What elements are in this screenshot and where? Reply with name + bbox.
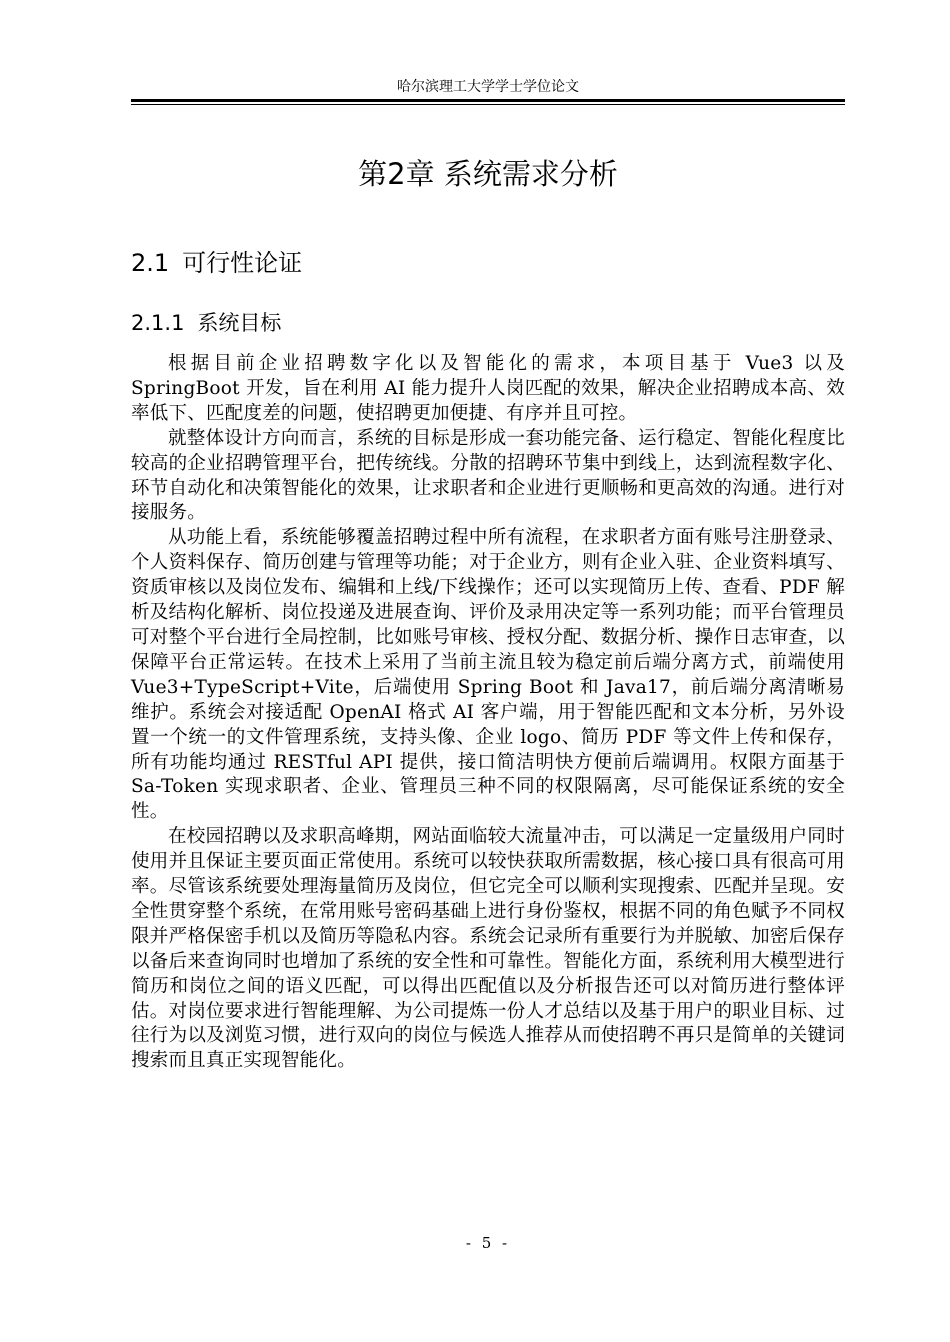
subsection-title: 系统目标 <box>197 311 282 335</box>
paragraph: 从功能上看，系统能够覆盖招聘过程中所有流程，在求职者方面有账号注册登录、个人资料保存、简历创建与管理等功能；对于企业方，则有企业入驻、企业资料填写、资质审核以及岗位发布、编辑和上线/下线操作；还可以实现简历上传、查看、PDF 解析及结构化解析、岗位投递及进展查询、评价及录用决定等一系列功能；而平台管理员可对整个平台进行全局控制，比如账号审核、授权分配、数据分析、操作日志审查，以保障平台正常运转。在技术上采用了当前主流且较为稳定前后端分离方式，前端使用 Vue3+TypeScript+Vite，后端使用 Spring Boot 和 Java17，前后端分离清晰易维护。系统会对接适配 OpenAI 格式 AI 客户端，用于智能匹配和文本分析，另外设置一个统一的文件管理系统，支持头像、企业 logo、简历 PDF 等文件上传和保存，所有功能均通过 RESTful API 提供，接口简洁明快方便前后端调用。权限方面基于 Sa-Token 实现求职者、企业、管理员三种不同的权限隔离，尽可能保证系统的安全性。 <box>131 527 845 823</box>
body-text <box>131 352 845 1074</box>
section-title: 可行性论证 <box>182 249 303 277</box>
page-number: - 5 - <box>465 1234 511 1252</box>
section-heading <box>131 246 302 280</box>
header-rule-thick <box>131 99 845 102</box>
subsection-number: 2.1.1 <box>131 311 185 335</box>
section-number: 2.1 <box>131 249 170 277</box>
chapter-title: 第2章 系统需求分析 <box>358 157 618 191</box>
header-rule-thin <box>131 104 845 105</box>
paragraph: 在校园招聘以及求职高峰期，网站面临较大流量冲击，可以满足一定量级用户同时使用并且保证主要页面正常使用。系统可以较快获取所需数据，核心接口具有很高可用率。尽管该系统要处理海量简历及岗位，但它完全可以顺利实现搜索、匹配并呈现。安全性贯穿整个系统，在常用账号密码基础上进行身份鉴权，根据不同的角色赋予不同权限并严格保密手机以及简历等隐私内容。系统会记录所有重要行为并脱敏、加密后保存以备后来查询同时也增加了系统的安全性和可靠性。智能化方面，系统利用大模型进行简历和岗位之间的语义匹配，可以得出匹配值以及分析报告还可以对简历进行整体评估。对岗位要求进行智能理解、为公司提炼一份人才总结以及基于用户的职业目标、过往行为以及浏览习惯，进行双向的岗位与候选人推荐从而使招聘不再只是简单的关键词搜索而且真正实现智能化。 <box>131 826 845 1072</box>
running-header: 哈尔滨理工大学学士学位论文 <box>397 79 579 95</box>
subsection-heading <box>131 308 281 338</box>
paragraph: 就整体设计方向而言，系统的目标是形成一套功能完备、运行稳定、智能化程度比较高的企业招聘管理平台，把传统线。分散的招聘环节集中到线上，达到流程数字化、环节自动化和决策智能化的效果，让求职者和企业进行更顺畅和更高效的沟通。进行对接服务。 <box>131 427 845 524</box>
paragraph: 根据目前企业招聘数字化以及智能化的需求，本项目基于 Vue3 以及 SpringBoot 开发，旨在利用 AI 能力提升人岗匹配的效果，解决企业招聘成本高、效率低下、匹配度差的问题，使招聘更加便捷、有序并且可控。 <box>131 353 845 424</box>
